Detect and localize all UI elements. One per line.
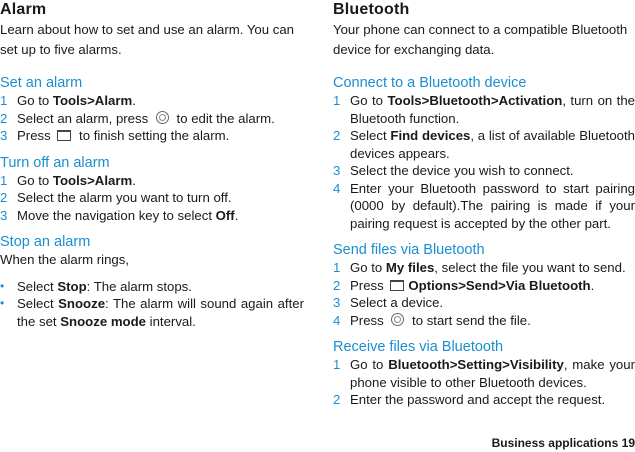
set-alarm-step-1: 1 Go to Tools>Alarm. xyxy=(0,93,136,108)
send-step-2: 2 Press Options>Send>Via Bluetooth. xyxy=(333,277,595,293)
connect-step-3: 3 Select the device you wish to connect. xyxy=(333,163,574,178)
page-footer xyxy=(492,436,635,450)
turn-off-alarm-heading: Turn off an alarm xyxy=(0,154,110,171)
right-column xyxy=(333,0,635,409)
send-files-heading: Send files via Bluetooth xyxy=(333,242,485,258)
bluetooth-intro: Your phone can connect to a compatible Bluetooth device for exchanging data. xyxy=(333,22,628,57)
send-step-1: 1 Go to My files, select the file you want to send. xyxy=(333,260,626,275)
alarm-intro: Learn about how to set and use an alarm. You can set up to five alarms. xyxy=(0,22,295,57)
ok-key-icon xyxy=(391,313,404,326)
bluetooth-title: Bluetooth xyxy=(333,1,410,18)
alarm-title: Alarm xyxy=(0,1,47,18)
set-alarm-heading: Set an alarm xyxy=(0,75,83,91)
send-step-4: 4 Press to start send the file. xyxy=(333,312,531,328)
left-column xyxy=(0,0,304,330)
receive-step-2: 2 Enter the password and accept the request. xyxy=(333,392,606,407)
turn-off-step-2: 2 Select the alarm you want to turn off. xyxy=(0,190,232,205)
set-alarm-step-2: 2 Select an alarm, press to edit the alarm. xyxy=(0,110,275,126)
left-softkey-icon xyxy=(390,280,404,291)
receive-step-1: 1 Go to Bluetooth>Setting>Visibility, make your phone visible to other Bluetooth devices. xyxy=(333,357,635,390)
left-softkey-icon xyxy=(57,130,71,141)
page-number: 19 xyxy=(621,436,635,450)
receive-files-heading: Receive files via Bluetooth xyxy=(333,339,504,355)
turn-off-step-3: 3 Move the navigation key to select Off. xyxy=(0,207,239,223)
set-alarm-step-3: 3 Press to finish setting the alarm. xyxy=(0,128,230,143)
send-step-3: 3 Select a device. xyxy=(333,295,444,310)
stop-alarm-bullet-2: • Select Snooze: The alarm will sound again after the set Snooze mode interval. xyxy=(0,296,304,329)
connect-bluetooth-heading: Connect to a Bluetooth device xyxy=(333,75,527,91)
stop-alarm-intro: When the alarm rings, xyxy=(0,252,129,267)
footer-section-title: Business applications xyxy=(491,436,619,450)
turn-off-step-1: 1 Go to Tools>Alarm. xyxy=(0,172,136,188)
ok-key-icon xyxy=(156,111,169,124)
stop-alarm-bullet-1: • Select Stop: The alarm stops. xyxy=(0,278,192,294)
connect-step-2: 2 Select Find devices, a list of available Bluetooth devices appears. xyxy=(333,128,635,161)
connect-step-1: 1 Go to Tools>Bluetooth>Activation, turn on the Bluetooth function. xyxy=(333,93,635,126)
stop-alarm-heading: Stop an alarm xyxy=(0,234,91,250)
connect-step-4: 4 Enter your Bluetooth password to start pairing (0000 by default).The pairing is made if your pairing request is accepted by the other part. xyxy=(333,180,635,231)
